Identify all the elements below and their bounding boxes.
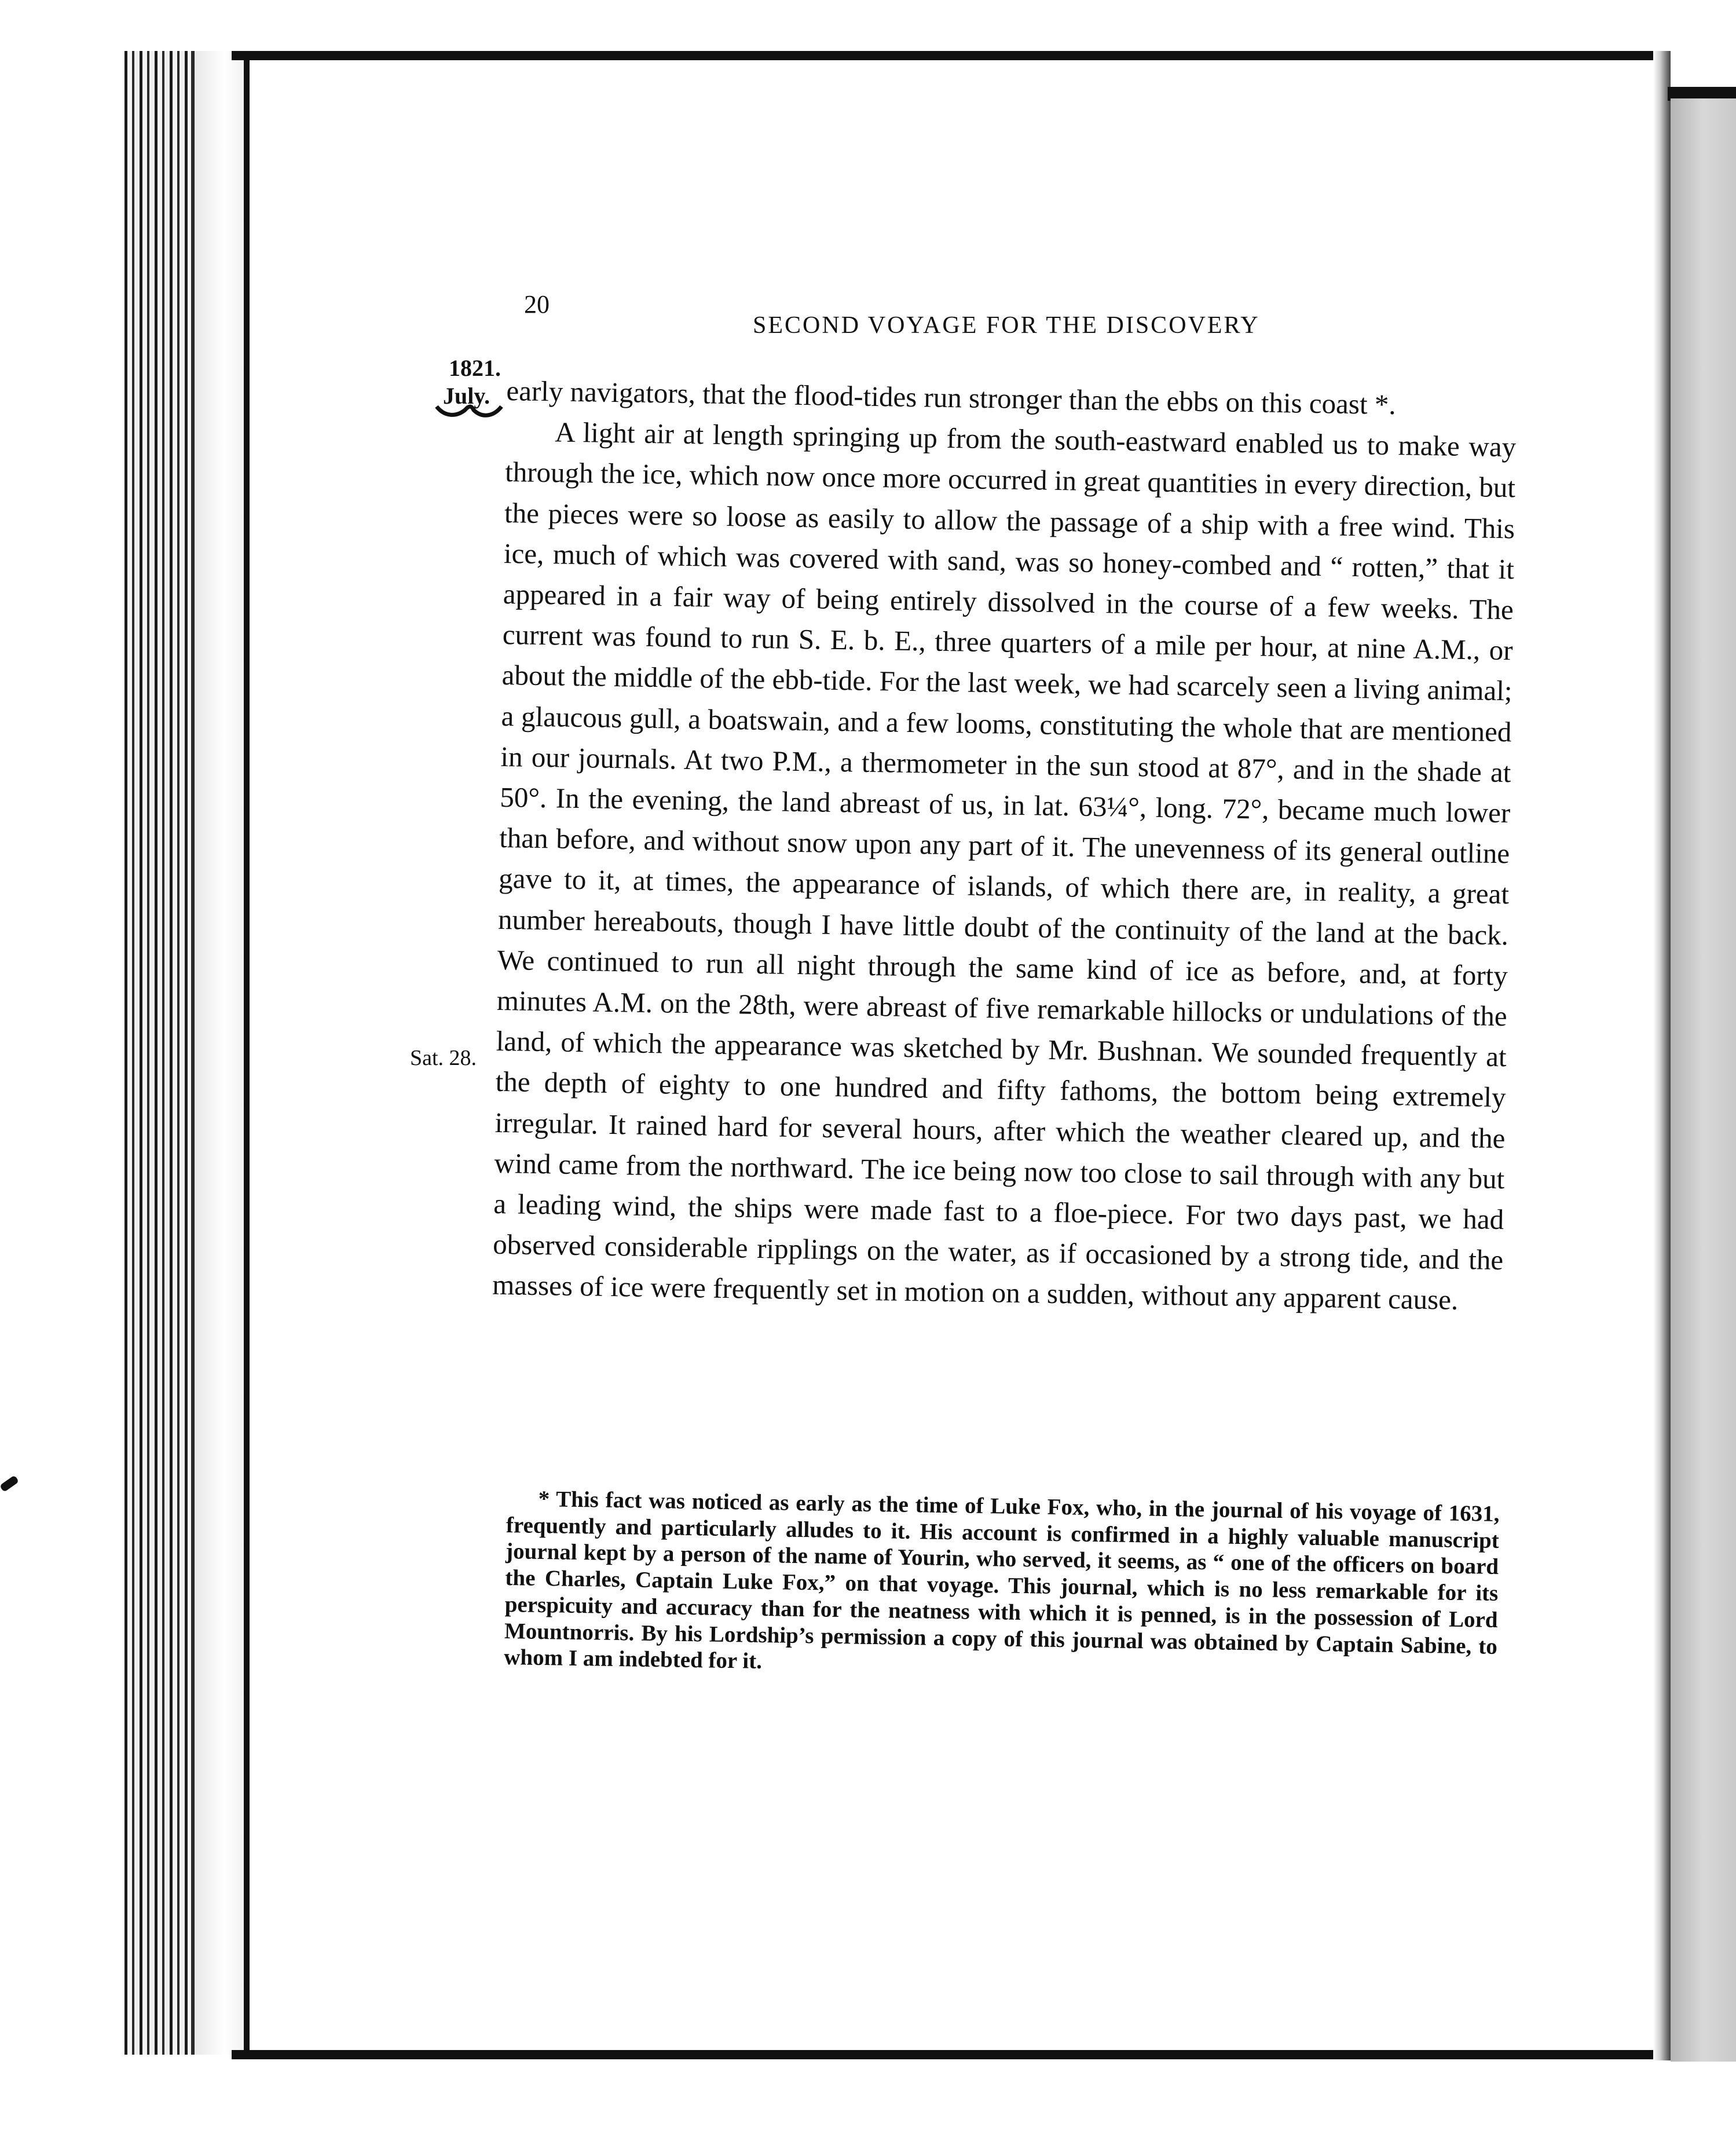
adjacent-page-edge: [1671, 98, 1736, 2062]
book-gutter: [191, 51, 250, 2055]
margin-brace-ornament: [433, 394, 506, 426]
page-bottom-border: [232, 2050, 1691, 2059]
page-number: 20: [524, 290, 550, 319]
footnote: * This fact was noticed as early as the time of Luke Fox, who, in the journal of his voyage of 1631, frequently and particularly alludes to it. His account is confirmed in a highly valuable manuscript journal kept by a person of the name of Yourin, who served, it seems, as “ one of the officers on board the Charles, Captain Luke Fox,” on that voyage. This journal, which is no less remarkable for its perspicuity and accuracy than for the neatness with which it is penned, is in the possession of Lord Mountnorris. By his Lordship’s permission a copy of this journal was obtained by Captain Sabine, to whom I am indebted for it.: [504, 1486, 1500, 1674]
margin-year: 1821.: [449, 355, 501, 381]
page-top-border: [232, 51, 1659, 60]
paragraph-continuation: early navigators, that the flood-tides run stronger than the ebbs on this coast *.: [506, 374, 1397, 421]
margin-month: July.: [443, 383, 490, 409]
running-head: SECOND VOYAGE FOR THE DISCOVERY: [753, 312, 1260, 339]
paragraph-main: A light air at length springing up from the south-eastward enabled us to make way through the ice, which now once more occurred in great quantities in every direction, but the pieces were so loose as easily to allow the passage of a ship with a free wind. This ice, much of which was covered with sand, was so honey-combed and “ rotten,” that it appeared in a fair way of being entirely dissolved in the course of a few weeks. The current was found to run S. E. b. E., three quarters of a mile per hour, at nine A.M., or about the middle of the ebb-tide. For the last week, we had scarcely seen a living animal; a glaucous gull, a boatswain, and a few looms, constituting the whole that are mentioned in our journals. At two P.M., a thermometer in the sun stood at 87°, and in the shade at 50°. In the evening, the land abreast of us, in lat. 63¼°, long. 72°, became much lower than before, and without snow upon any part of it. The unevenness of its general outline gave to it, at times, the appearance of islands, of which there are, in reality, a great number hereabouts, though I have little doubt of the continuity of the land at the back. We continued to run all night through the same kind of ice as before, and, at forty minutes A.M. on the 28th, were abreast of five remarkable hillocks or undulations of the land, of which the appearance was sketched by Mr. Bushnan. We sounded frequently at the depth of eighty to one hundred and fifty fathoms, the bottom being extremely irregular. It rained hard for several hours, after which the weather cleared up, and the wind came from the northward. The ice being now too close to sail through with any but a leading wind, the ships were made fast to a floe-piece. For two days past, we had observed considerable ripplings on the water, as if occasioned by a strong tide, and the masses of ice were frequently set in motion on a sudden, without any apparent cause.: [492, 416, 1517, 1316]
right-page-shadow: [1653, 51, 1671, 2060]
body-text: [492, 371, 1517, 1322]
margin-date-note: Sat. 28.: [410, 1046, 477, 1070]
scan-artifact-mark: [0, 1475, 19, 1492]
